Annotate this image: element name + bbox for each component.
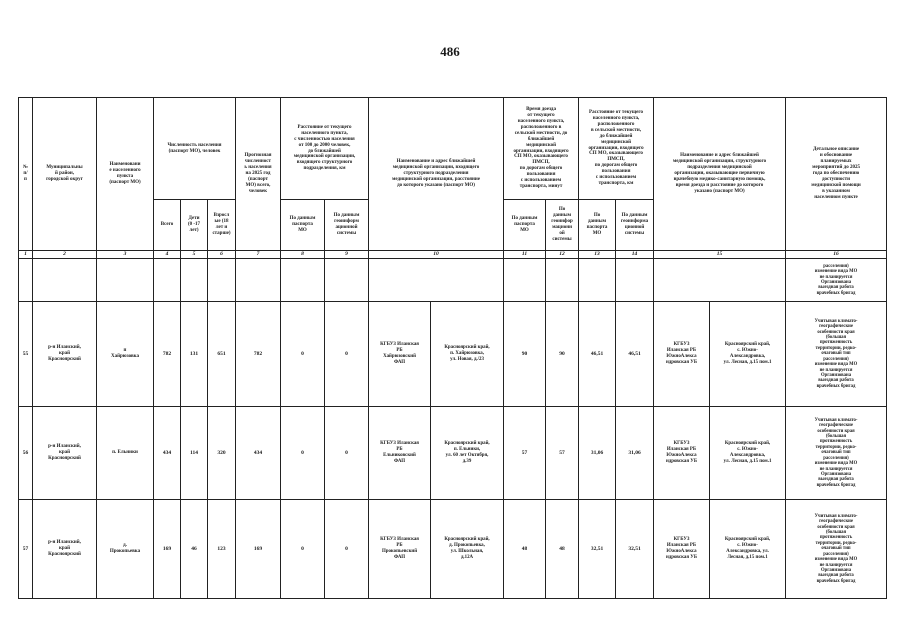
settlement-cell: п Хайрюзовка bbox=[97, 302, 154, 407]
empty-cell bbox=[19, 259, 33, 302]
column-number: 13 bbox=[579, 251, 616, 259]
distance-km-passport: 32,51 bbox=[579, 500, 616, 599]
header-total: Всего bbox=[154, 200, 181, 251]
column-numbers-row bbox=[19, 251, 887, 259]
empty-cell bbox=[281, 259, 325, 302]
nearest-org-address: Красноярский край, п. Хайрюзовка, ул. Новая, д./23 bbox=[431, 302, 504, 407]
pmsp-org-name: КГБУЗ Иланская РБ ЮжноАлекса ндровская УБ bbox=[654, 407, 710, 500]
header-km-passport: По данным паспорта МО bbox=[579, 200, 616, 251]
header-settlement: Наименовани е населенного пункта (паспорт МО) bbox=[97, 98, 154, 251]
justification-description: Учитывая климато- географические особенности края (большая протяженность территории, редко- очаговый тип расселения) изменение вида МО не планируется Организована выездная работа врачебных бригад bbox=[786, 302, 887, 407]
justification-description: Учитывая климато- географические особенности края (большая протяженность территории, редко- очаговый тип расселения) изменение вида МО не планируется Организована выездная работа врачебных бригад bbox=[786, 407, 887, 500]
nearest-org-name: КГБУЗ Иланская РБ Ельниковский ФАП bbox=[369, 407, 431, 500]
empty-cell bbox=[154, 259, 181, 302]
settlement-cell: п. Ельники bbox=[97, 407, 154, 500]
header-km-geo: По данным геоинформа ционной системы bbox=[616, 200, 654, 251]
pmsp-org-address: Красноярский край, с. Южно- Александровка, ул. Лесная, д.15 пом.1 bbox=[710, 302, 786, 407]
header-forecast: Прогнозная численност ь населения на 2025 год (паспорт МО) всего, человек bbox=[236, 98, 281, 251]
column-number: 16 bbox=[786, 251, 887, 259]
header-dist-geo: По данным геоинформ ационной системы bbox=[325, 200, 369, 251]
continuation-row bbox=[19, 259, 887, 302]
column-number: 5 bbox=[181, 251, 208, 259]
district-cell: р-н Иланский, край Красноярский bbox=[33, 302, 97, 407]
distance-km-geo: 32,51 bbox=[616, 500, 654, 599]
header-distance-pmsp: Расстояние от текущего населенного пункта, расположенного в сельской местности, до ближайшей медицинской организации, входящего СП МО, оказывающего ПМСП, по дорогам общего пользования с использованием транспорта, км bbox=[579, 98, 654, 200]
distance-km-passport: 46,51 bbox=[579, 302, 616, 407]
header-justification: Детальное описание и обоснование планируемых мероприятий до 2025 года по обеспечению доступности медицинской помощи в указанном населенном пункте bbox=[786, 98, 887, 251]
distance-passport: 0 bbox=[281, 407, 325, 500]
nearest-org-name: КГБУЗ Иланская РБ Хайрюзовский ФАП bbox=[369, 302, 431, 407]
header-time-passport: По данным паспорта МО bbox=[504, 200, 546, 251]
continuation-description: расселения) изменение вида МО не планируется Организована выездная работа врачебных бригад bbox=[786, 259, 887, 302]
header-adults: Взросл ые (18 лет и старше) bbox=[208, 200, 236, 251]
travel-time-passport: 90 bbox=[504, 302, 546, 407]
header-nearest-org: Наименование и адрес ближайшей медицинской организации, входящего структурного подразделения медицинской организации, расстояние до которого указано (паспорт МО) bbox=[369, 98, 504, 251]
travel-time-passport: 48 bbox=[504, 500, 546, 599]
row-number: 55 bbox=[19, 302, 33, 407]
pmsp-org-address: Красноярский край, с. Южно- Александровка, ул. Лесная, д.15 пом.1 bbox=[710, 407, 786, 500]
distance-geo: 0 bbox=[325, 500, 369, 599]
column-number: 2 bbox=[33, 251, 97, 259]
empty-cell bbox=[654, 259, 786, 302]
header-travel-time: Время доезда от текущего населенного пункта, расположенного в сельской местности, до ближайшей медицинской организации, входящего СП МО, оказывающего ПМСП, по дорогам общего пользования с использованием транспорта, минут bbox=[504, 98, 579, 200]
column-number: 1 bbox=[19, 251, 33, 259]
empty-cell bbox=[236, 259, 281, 302]
nearest-org-address: Красноярский край, п. Ельники, ул. 60 лет Октября, д.39 bbox=[431, 407, 504, 500]
population-adults: 651 bbox=[208, 302, 236, 407]
column-number: 9 bbox=[325, 251, 369, 259]
nearest-org-name: КГБУЗ Иланская РБ Прокопьевский ФАП bbox=[369, 500, 431, 599]
header-time-geo: По данным геоинфор мационн ой системы bbox=[546, 200, 579, 251]
empty-cell bbox=[181, 259, 208, 302]
column-number: 11 bbox=[504, 251, 546, 259]
distance-passport: 0 bbox=[281, 500, 325, 599]
empty-cell bbox=[616, 259, 654, 302]
district-cell: р-н Иланский, край Красноярский bbox=[33, 500, 97, 599]
empty-cell bbox=[208, 259, 236, 302]
pmsp-org-name: КГБУЗ Иланская РБ ЮжноАлекса ндровская УБ bbox=[654, 500, 710, 599]
population-adults: 123 bbox=[208, 500, 236, 599]
population-children: 46 bbox=[181, 500, 208, 599]
travel-time-geo: 90 bbox=[546, 302, 579, 407]
column-number: 10 bbox=[369, 251, 504, 259]
column-number: 8 bbox=[281, 251, 325, 259]
travel-time-geo: 48 bbox=[546, 500, 579, 599]
header-row-1 bbox=[19, 98, 887, 200]
column-number: 7 bbox=[236, 251, 281, 259]
travel-time-passport: 57 bbox=[504, 407, 546, 500]
row-number: 57 bbox=[19, 500, 33, 599]
column-number: 4 bbox=[154, 251, 181, 259]
column-number: 12 bbox=[546, 251, 579, 259]
distance-km-geo: 46,51 bbox=[616, 302, 654, 407]
header-children: Дети (0 -17 лет) bbox=[181, 200, 208, 251]
header-district: Муниципальны й район, городской округ bbox=[33, 98, 97, 251]
district-cell: р-н Иланский, край Красноярский bbox=[33, 407, 97, 500]
empty-cell bbox=[325, 259, 369, 302]
empty-cell bbox=[33, 259, 97, 302]
empty-cell bbox=[579, 259, 616, 302]
population-forecast: 169 bbox=[236, 500, 281, 599]
header-population: Численность населения (паспорт МО), человек bbox=[154, 98, 236, 200]
travel-time-geo: 57 bbox=[546, 407, 579, 500]
page-number: 486 bbox=[440, 44, 460, 59]
population-total: 782 bbox=[154, 302, 181, 407]
pmsp-org-address: Красноярский край, с. Южно- Александровка, ул. Лесная, д.15 пом.1 bbox=[710, 500, 786, 599]
column-number: 3 bbox=[97, 251, 154, 259]
row-number: 56 bbox=[19, 407, 33, 500]
table-row bbox=[19, 500, 887, 599]
empty-cell bbox=[504, 259, 546, 302]
distance-km-geo: 31,06 bbox=[616, 407, 654, 500]
settlements-table bbox=[18, 97, 887, 599]
table-row bbox=[19, 407, 887, 500]
column-number: 6 bbox=[208, 251, 236, 259]
population-forecast: 434 bbox=[236, 407, 281, 500]
distance-km-passport: 31,06 bbox=[579, 407, 616, 500]
column-number: 15 bbox=[654, 251, 786, 259]
distance-geo: 0 bbox=[325, 302, 369, 407]
header-number: № п/ п bbox=[19, 98, 33, 251]
nearest-org-address: Красноярский край, д. Прокопьевка, ул. Школьная, д.12А bbox=[431, 500, 504, 599]
settlement-cell: д. Прокопьевка bbox=[97, 500, 154, 599]
header-nearest-pmsp-org: Наименование и адрес ближайшей медицинской организации, структурного подразделения медицинской организации, оказывающие первичную врачебную медико-санитарную помощь, время доезда и расстояние до которого указано (паспорт МО) bbox=[654, 98, 786, 251]
justification-description: Учитывая климато- географические особенности края (большая протяженность территории, редко- очаговый тип расселения) изменение вида МО не планируется Организована выездная работа врачебных бригад bbox=[786, 500, 887, 599]
column-number: 14 bbox=[616, 251, 654, 259]
header-dist-passport: По данным паспорта МО bbox=[281, 200, 325, 251]
population-total: 434 bbox=[154, 407, 181, 500]
header-distance: Расстояние от текущего населенного пункта, с численностью населения от 100 до 2000 человек, до ближайшей медицинской организации, входящего структурного подразделения, км bbox=[281, 98, 369, 200]
population-children: 114 bbox=[181, 407, 208, 500]
population-children: 131 bbox=[181, 302, 208, 407]
population-total: 169 bbox=[154, 500, 181, 599]
distance-passport: 0 bbox=[281, 302, 325, 407]
pmsp-org-name: КГБУЗ Иланская РБ ЮжноАлекса ндровская УБ bbox=[654, 302, 710, 407]
empty-cell bbox=[369, 259, 504, 302]
population-adults: 320 bbox=[208, 407, 236, 500]
table-row bbox=[19, 302, 887, 407]
distance-geo: 0 bbox=[325, 407, 369, 500]
empty-cell bbox=[97, 259, 154, 302]
empty-cell bbox=[546, 259, 579, 302]
population-forecast: 782 bbox=[236, 302, 281, 407]
